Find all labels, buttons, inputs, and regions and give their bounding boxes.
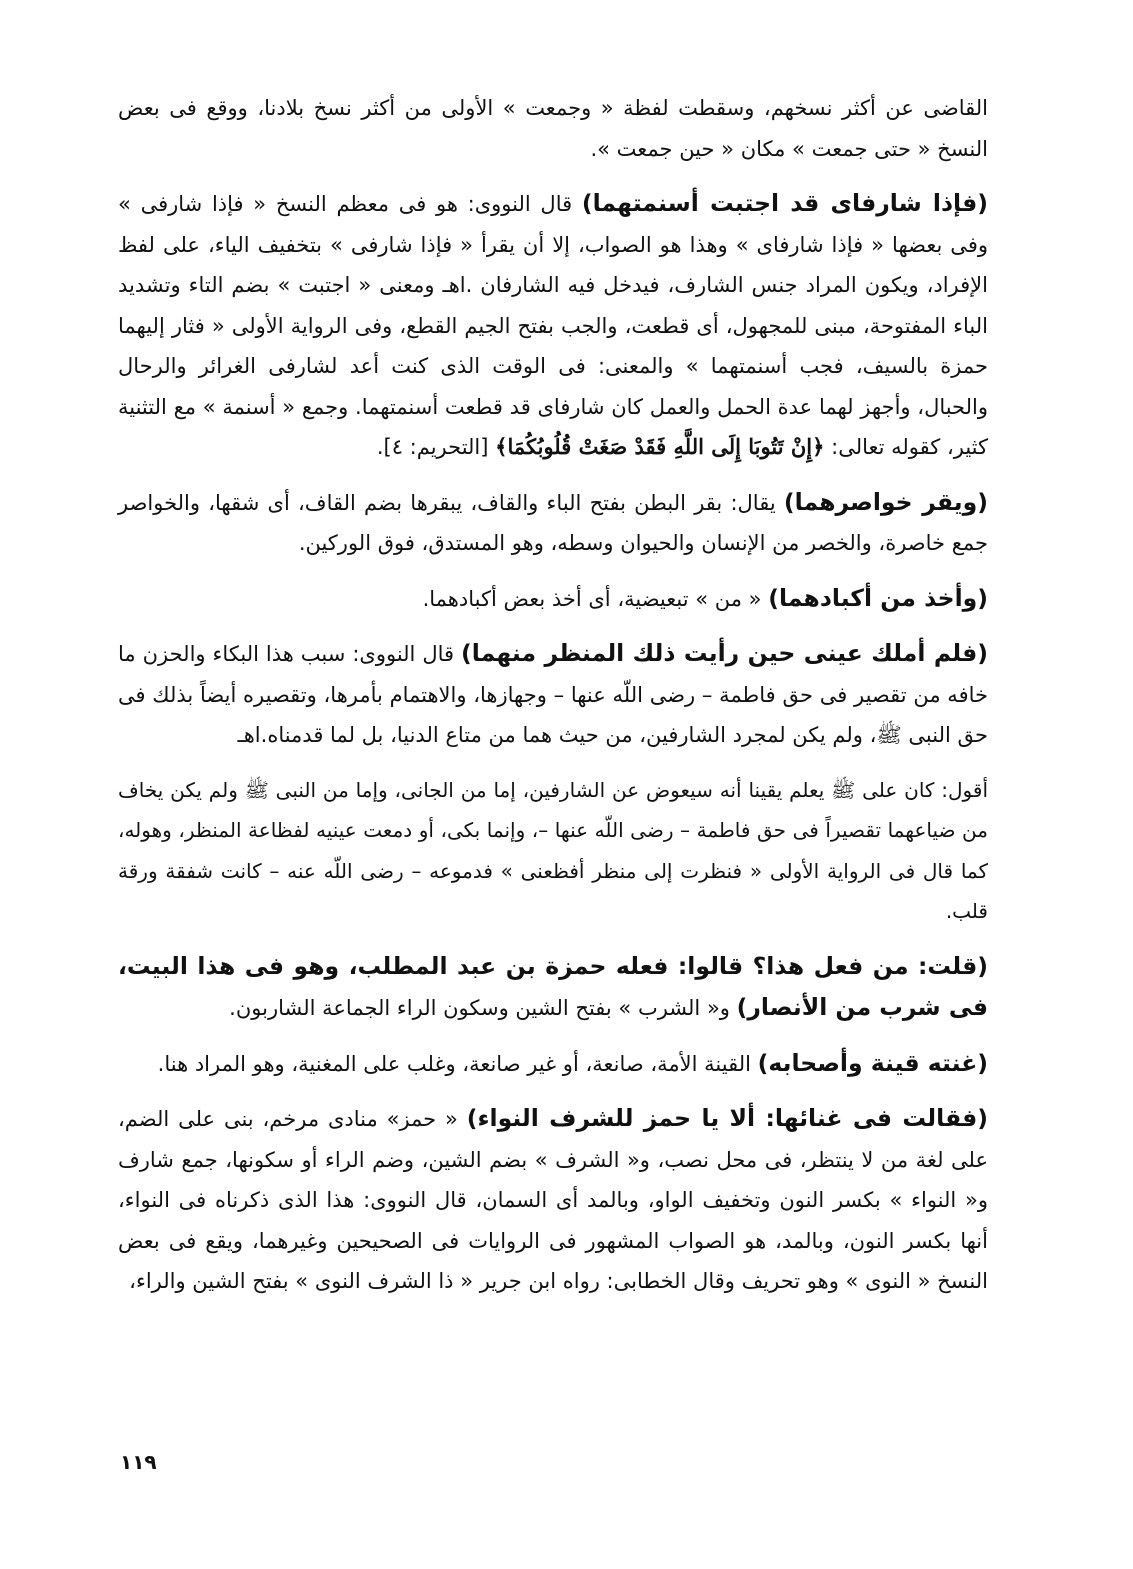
- paragraph-7: [118, 946, 988, 1029]
- paragraph-3: [118, 482, 988, 564]
- paragraph-5-heading: (فلم أملك عينى حين رأيت ذلك المنظر منهما): [461, 639, 988, 667]
- paragraph-2: [118, 183, 988, 468]
- paragraph-9: [118, 1098, 988, 1302]
- paragraph-4-text: « من » تبعيضية، أى أخذ بعض أكبادهما.: [422, 586, 762, 611]
- page-body: [118, 88, 988, 1302]
- paragraph-4-heading: (وأخذ من أكبادهما): [768, 583, 988, 612]
- paragraph-1-text: القاضى عن أكثر نسخهم، وسقطت لفظة « وجمعت » الأولى من أكثر نسخ بلادنا، ووقع فى بعض النسخ « حتى جمعت » مكان « حين جمعت ».: [118, 96, 988, 161]
- paragraph-4: [118, 578, 988, 620]
- paragraph-9-heading: (فقالت فى غنائها: ألا يا حمز للشرف النواء): [466, 1104, 988, 1132]
- paragraph-8-heading: (غنته قينة وأصحابه): [757, 1048, 988, 1077]
- paragraph-8-text: القينة الأمة، صانعة، أو غير صانعة، وغلب على المغنية، وهو المراد هنا.: [157, 1051, 751, 1076]
- paragraph-7-text: و« الشرب » بفتح الشين وسكون الراء الجماعة الشاربون.: [229, 996, 730, 1020]
- paragraph-2-text: قال النووى: هو فى معظم النسخ « فإذا شارفى » وفى بعضها « فإذا شارفاى » وهذا هو الصواب، إلا أن يقرأ « فإذا شارفى » بتخفيف الياء، على لفظ الإفراد، ويكون المراد جنس الشارف، فيدخل فيه الشارفان .اهـ ومعنى « اجتبت » بضم التاء وتشديد الباء المفتوحة، مبنى للمجهول، أى قطعت، والجب بفتح الجيم القطع، وفى الرواية الأولى « فثار إليهما حمزة بالسيف، فجب أسنمتهما » والمعنى: فى الوقت الذى كنت أعد لشارفى الغرائر والرحال والحبال، وأجهز لهما عدة الحمل والعمل كان شارفاى قد قطعت أسنمتهما. وجمع « أسنمة » مع التثنية كثير، كقوله تعالى:: [118, 192, 988, 459]
- paragraph-6-text: أقول: كان على ﷺ يعلم يقينا أنه سيعوض عن الشارفين، إما من الجانى، وإما من النبى ﷺ ولم يكن يخاف من ضياعهما تقصيراً فى حق فاطمة – رضى اللّه عنها –، وإنما بكى، أو دمعت عينيه لفظاعة المنظر، وهوله، كما قال فى الرواية الأولى « فنظرت إلى منظر أفظعنى » فدموعه – رضى اللّه عنه – كانت شفقة ورقة قلب.: [118, 777, 988, 923]
- paragraph-1: [118, 88, 988, 169]
- paragraph-5-text: قال النووى: سبب هذا البكاء والحزن ما خافه من تقصير فى حق فاطمة – رضى اللّه عنها – وجهازها، والاهتمام بأمرها، وتقصيره أيضاً بذلك فى حق النبى ﷺ، ولم يكن لمجرد الشارفين، من حيث هما من متاع الدنيا، بل لما قدمناه.اهـ: [118, 642, 988, 747]
- paragraph-9-text: « حمز» منادى مرخم، بنى على الضم، على لغة من لا ينتظر، فى محل نصب، و« الشرف » بضم الشين، وضم الراء أو سكونها، جمع شارف و« النواء » بكسر النون وتخفيف الواو، وبالمد أى السمان، قال النووى: هذا الذى ذكرناه فى النواء، أنها بكسر النون، وبالمد، هو الصواب المشهور فى الروايات فى الصحيحين وغيرهما، ويقع فى بعض النسخ « النوى » وهو تحريف وقال الخطابى: رواه ابن جرير « ذا الشرف النوى » بفتح الشين والراء،: [118, 1107, 988, 1293]
- paragraph-3-text: يقال: بقر البطن بفتح الباء والقاف، يبقرها بضم القاف، أى شقها، والخواصر جمع خاصرة، والخصر من الإنسان والحيوان وسطه، وهو المستدق، فوق الوركين.: [118, 490, 988, 555]
- paragraph-8: [118, 1043, 988, 1085]
- quran-verse: ﴿إِنْ تَتُوبَا إِلَى اللَّهِ فَقَدْ صَغَتْ قُلُوبُكُمَا﴾: [495, 434, 825, 459]
- paragraph-2-heading: (فإذا شارفاى قد اجتبت أسنمتهما): [581, 189, 988, 217]
- page-number: ١١٩: [120, 1450, 157, 1474]
- paragraph-7-heading: (قلت: من فعل هذا؟ قالوا: فعله حمزة بن عبد المطلب، وهو فى هذا البيت، فى شرب من الأنصار): [118, 951, 988, 1021]
- paragraph-5: [118, 633, 988, 756]
- paragraph-6-commentary: [118, 770, 988, 932]
- paragraph-3-heading: (ويقر خواصرهما): [783, 487, 988, 516]
- quran-reference: [التحريم: ٤].: [376, 435, 489, 459]
